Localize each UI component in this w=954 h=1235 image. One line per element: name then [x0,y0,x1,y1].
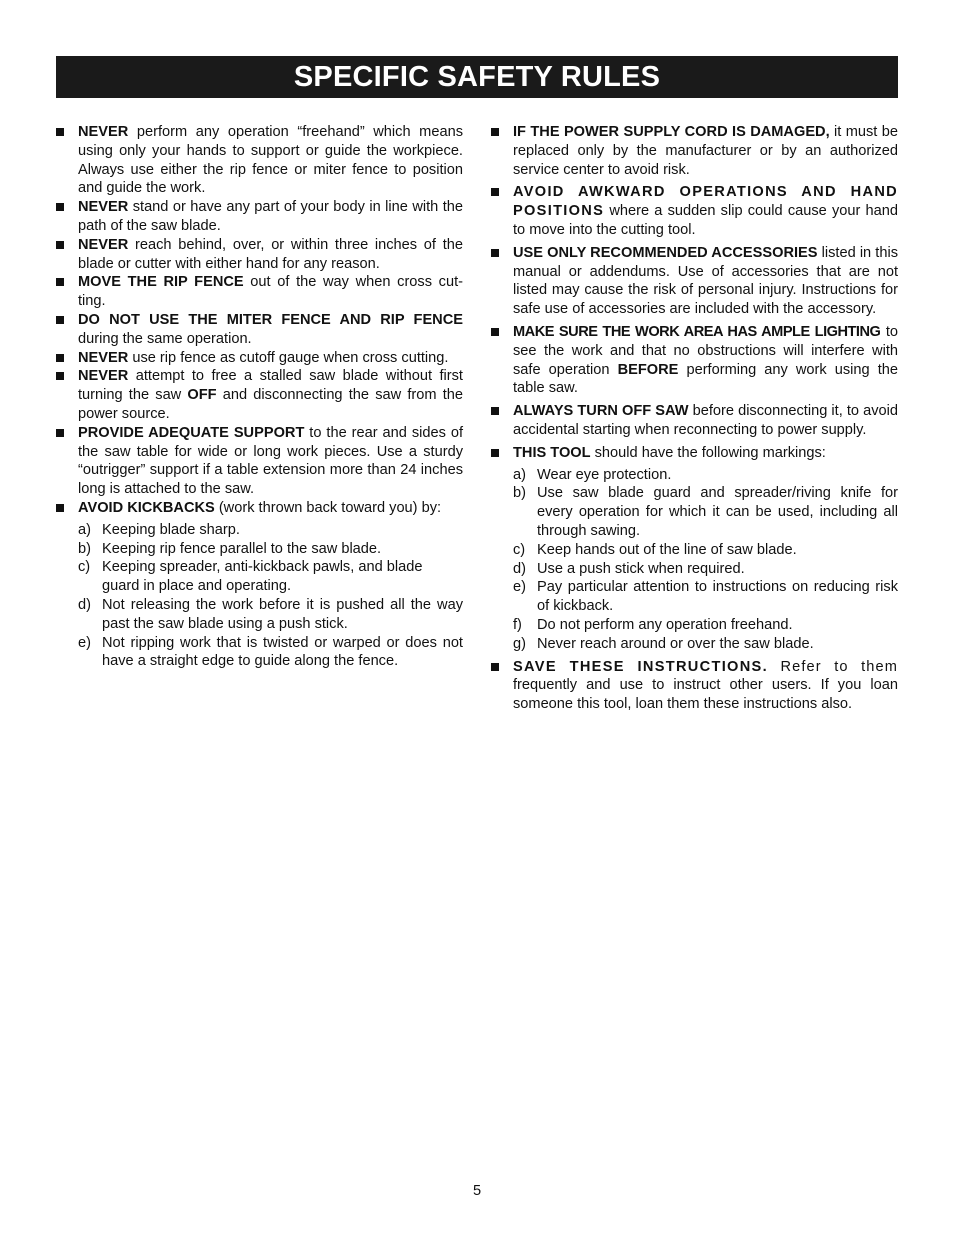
rule-text: attempt to free a stalled saw blade without first turning the saw [78,368,463,404]
rule-text-continued: performing any work using the table saw. [513,361,898,397]
rule-text: Refer to them [767,658,898,675]
rule-item [491,183,898,239]
rule-lead: NEVER [78,124,129,140]
rule-emphasis: BEFORE [617,361,679,378]
rule-item [491,658,898,714]
square-bullet-icon [56,128,64,136]
page-title: SPECIFIC SAFETY RULES [56,56,898,98]
list-item [56,558,463,596]
rule-text: to the rear and sides of the saw table for wide or long work pieces. Use a sturdy “outrigger” support if a table extension more than 24 inches long is attached to the saw. [78,424,463,498]
list-marker: a) [513,466,526,483]
list-marker: a) [78,521,91,538]
rule-text: where a sudden slip could cause your hand to move into the cutting tool. [513,203,898,238]
rule-lead: PROVIDE ADEQUATE SUPPORT [78,424,305,441]
rule-lead: ALWAYS TURN OFF SAW [513,403,689,420]
rule-text: should have the following markings: [590,444,826,461]
square-bullet-icon [491,328,499,336]
rule-text: to see the work and that no obstructions will interfere with safe operation [513,323,898,378]
markings-sublist [491,466,898,654]
rule-item [56,198,463,236]
list-item-text: Use a push stick when required. [537,560,745,577]
rule-lead: MOVE THE RIP FENCE [78,274,244,291]
list-item [56,596,463,634]
list-marker: c) [513,541,526,558]
list-item-text: Keeping rip fence parallel to the saw blade. [102,540,382,557]
rule-item [56,236,463,274]
list-item-text: Keeping blade sharp. [102,521,240,538]
list-marker: d) [78,596,91,613]
list-marker: b) [513,485,526,502]
list-item-text: Use saw blade guard and spreader/riving knife for every operation for which it can be used, including all through sawing. [537,485,898,539]
rule-text: perform any operation “freehand” which means using only your hands to support or guide the workpiece. Always use either the rip fence or miter fence to position and guide the work. [78,124,463,197]
square-bullet-icon [56,203,64,211]
list-item-text: Never reach around or over the saw blade. [537,635,814,652]
rule-text: out of the way when cross cut-ting. [78,274,463,310]
rule-text: it must be replaced only by the manufacturer or by an authorized service center to avoid risk. [513,124,898,178]
rule-item [56,311,463,349]
rule-item [56,123,463,198]
list-marker: e) [78,634,91,651]
square-bullet-icon [491,249,499,257]
rule-text: stand or have any part of your body in line with the path of the saw blade. [78,199,463,234]
rule-emphasis: OFF [187,387,217,404]
rule-text: during the same operation. [78,330,252,347]
list-item-text: Keeping spreader, anti-kickback pawls, and blade guard in place and operating. [102,559,423,595]
list-item [56,540,463,559]
list-marker: d) [513,560,526,577]
rule-lead: NEVER [78,349,129,366]
rule-lead: NEVER [78,368,129,385]
list-marker: b) [78,540,91,557]
list-item-text: Keep hands out of the line of saw blade. [537,541,797,558]
square-bullet-icon [491,449,499,457]
square-bullet-icon [56,429,64,437]
rule-lead: THIS TOOL [513,444,591,461]
list-item [491,578,898,616]
list-item [56,634,463,672]
rule-lead: NEVER [78,236,129,253]
list-item-text: Do not perform any operation freehand. [537,616,793,633]
list-item [491,484,898,540]
square-bullet-icon [56,278,64,286]
square-bullet-icon [56,354,64,362]
square-bullet-icon [491,663,499,671]
rule-text: before disconnecting it, to avoid accidental starting when reconnecting to power supply. [513,403,898,438]
list-item [56,521,463,540]
square-bullet-icon [491,128,499,136]
rule-item [56,273,463,311]
left-column [56,123,463,671]
list-item [491,616,898,635]
list-item [491,541,898,560]
list-item-text: Not ripping work that is twisted or warped or does not have a straight edge to guide along the fence. [102,634,463,670]
rule-text: (work thrown back toward you) by: [214,499,442,516]
list-marker: g) [513,635,526,652]
list-marker: c) [78,559,91,576]
rule-text-continued: and disconnecting the saw from the power source. [78,387,463,422]
square-bullet-icon [491,188,499,196]
rule-item [56,349,463,368]
rule-lead: DO NOT USE THE MITER FENCE AND RIP FENCE [78,311,463,328]
list-item [491,635,898,654]
rule-item [491,402,898,440]
rule-item [491,244,898,319]
kickback-sublist [56,521,463,671]
page-number: 5 [472,1183,482,1199]
list-item-text: Not releasing the work before it is pushed all the way past the saw blade using a push stick. [102,596,463,632]
rule-item [56,499,463,518]
rule-item [56,367,463,423]
rule-text-continued: frequently and use to instruct other users. If you loan someone this tool, loan them these instructions also. [513,677,898,713]
rule-lead: SAVE THESE INSTRUCTIONS. [513,658,768,675]
rule-text: listed in this manual or addendums. Use of accessories that are not listed may cause the risk of personal injury. Instructions for safe use of accessories are included with the accessory. [513,244,898,318]
square-bullet-icon [56,241,64,249]
list-marker: f) [513,616,522,633]
rule-lead: MAKE SURE THE WORK AREA HAS AMPLE LIGHTING [513,323,881,340]
right-column [491,123,898,714]
rule-text: use rip fence as cutoff gauge when cross cutting. [128,349,449,366]
square-bullet-icon [491,407,499,415]
square-bullet-icon [56,316,64,324]
list-item [491,560,898,579]
list-item-text: Wear eye protection. [537,466,672,483]
rule-lead: AVOID AWKWARD OPERATIONS AND HAND POSITIONS [513,184,898,220]
rule-lead: NEVER [78,199,129,216]
rule-item [56,424,463,499]
rule-item [491,123,898,179]
rule-lead: AVOID KICKBACKS [78,499,215,516]
rule-item [491,323,898,398]
rule-text: reach behind, over, or within three inches of the blade or cutter with either hand for any reason. [78,236,463,272]
list-item [491,466,898,485]
list-item-text: Pay particular attention to instructions on reducing risk of kickback. [537,579,898,615]
square-bullet-icon [56,504,64,512]
rule-lead: IF THE POWER SUPPLY CORD IS DAMAGED, [513,124,830,140]
rule-lead: USE ONLY RECOMMENDED ACCESSORIES [513,244,818,261]
square-bullet-icon [56,372,64,380]
list-marker: e) [513,579,526,596]
rule-item [491,444,898,463]
